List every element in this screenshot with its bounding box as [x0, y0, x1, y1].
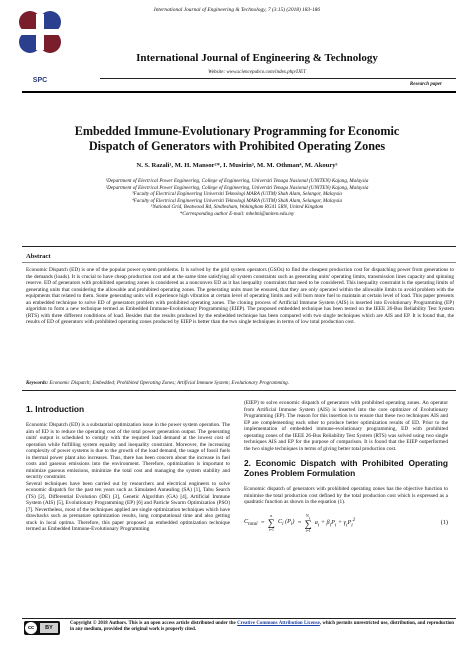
- logo-text: SPC: [32, 77, 48, 84]
- author-list: N. S. Razali¹, M. H. Mansor²*, I. Musirin³, M. M. Othman⁴, M. Akoury⁵: [136, 162, 338, 169]
- sum-symbol-2: $N_g$ ∑ i=1: [304, 513, 312, 533]
- title-line-1: Embedded Immune-Evolutionary Programming for Economic: [74, 124, 400, 138]
- section-2-heading: 2. Economic Dispatch with Prohibited Operating Zones Problem Formulation: [244, 458, 448, 478]
- affiliation-4: ⁴Faculty of Electrical Engineering Universiti Teknologi MARA (UiTM) Shah Alam, Selangor, Malaysia: [131, 197, 343, 204]
- footer-divider: [22, 618, 456, 619]
- keywords-divider: [22, 390, 456, 391]
- copyright-prefix: Copyright © 2018 Authors. This is an open access article distributed under the: [70, 621, 238, 626]
- eq-rhs: $a_i + \beta_iP_i + \gamma_iP_i^2$: [314, 517, 356, 529]
- eq-mid: $C_i$ $(P_i)$: [277, 518, 295, 528]
- equation-1-body: $C_{total}$ = n ∑ i=1 $C_i$ $(P_i)$ = $N_g$ ∑ i=1 $a_i + \beta_iP_i + \gamma_iP_i^2$: [244, 513, 356, 533]
- left-column: [26, 400, 230, 533]
- affiliation-1: ¹Department of Electrical Power Engineering, College of Engineering, Universiti Tenaga Nasional (UNITEN) Kajang, Malaysia: [105, 178, 369, 184]
- copyright-notice: [70, 621, 454, 633]
- sum-symbol-1: n ∑ i=1: [267, 514, 275, 532]
- abstract-heading-divider: [22, 262, 456, 263]
- intro-paragraph-3: (EIEP) to solve economic dispatch of generators with prohibited operating zones. An operator from Artificial Immune System (AIS) is inserted into the core optimizer of Evolutionary Programming (EP). The reason for this insertion is to ensure that these two techniques AIS and EP are complementing each other to produce better optimization results of ED. Prior to the implementation of embedded immune-evolutionary programming, ED with prohibited operating zones of the IEEE 26-Bus Reliability Test System (RTS) was solved using two single techniques AIS and EP for the purpose of comparison. It is found that the EIEP outperformed the two single techniques in terms of giving better total production cost.: [244, 400, 448, 452]
- paper-type-label: Research paper: [409, 82, 442, 87]
- eq-lhs: $C_{total}$: [244, 518, 258, 528]
- equation-1: [244, 514, 448, 534]
- intro-paragraph-2: Several techniques have been carried out by researchers and electrical engineers to solve economic dispatch for the past ten years such as Simulated Annealing (SA) [1], Tabu Search (TS) [2], Differential Evolution (DE) [3], Genetic Algorithm (GA) [4], Artificial Immune System (AIS) [5], Evolutionary Programming (EP) [6] and Particle Swarm Optimization (PSO) [7]. Nevertheless, most of the techniques applied are single optimization techniques which have drawbacks such as premature optimization results, long computational time and also getting stuck in local optima. Therefore, this paper proposed an embedded optimization technique termed as Embedded Immune-Evolutionary Programming: [26, 480, 230, 532]
- article-title: [30, 124, 444, 154]
- keywords-label: Keywords: [26, 380, 47, 386]
- header-divider: [100, 78, 456, 79]
- affiliation-2: ²Department of Electrical Power Engineering, College of Engineering, Universiti Tenaga Nasional (UNITEN) Kajang, Malaysia: [105, 184, 369, 191]
- abstract-text: Economic Dispatch (ED) is one of the popular power system problems. It is solved by the grid system operators (GSOs) to find the cheapest production cost for dispatching power from generations to the demands (loads). It is crucial to have cheap production cost and at the same time satisfying all system constraints such as generating units' operating limits, transmission lines capacity and spinning reserve. ED of generators with prohibited operating zones is considered as a nonconvex ED as it has inequality constraints that need to be considered. This inequality constraint is the operating limits of generating units that considering the allowable and prohibited operating zones. The generating units must be ensured, that they are only operated within the allowable limits to avoid problem with the equipments that related to them. Some generating units will experience high vibration at certain level of operating limits and will burn more fuel to maintain at certain level of load. This paper presents an embedded technique to solve ED of generators problem with prohibited operating zones. The cloning process of Artificial Immune System (AIS) is inserted into Evolutionary Programming (EP) algorithm to form a new technique termed as Embedded Immune-Evolutionary Programming (EIEP). The proposed embedded technique has been tested on the IEEE 26-Bus Reliability Test System (RTS) with three different conditions of load. Besides that the results produced by the embedded technique has been compared with two single techniques which are AIS and EP. It is found that, the results of ED of generators with prohibited operating zones produced by EIEP is better than the two single techniques in terms of low total production cost.: [26, 267, 454, 326]
- keywords-list: Economic Dispatch; Embedded; Prohibited Operating Zones; Artificial Immune System; Evolutionary Programming.: [49, 380, 289, 386]
- right-column: [244, 400, 448, 533]
- intro-paragraph-1: Economic Dispatch (ED) is a substantial optimization issue in the power system operation. The aim of ED is to reduce the operating cost of the total power generation output. The generating units' output is scheduled to comply with the required load demand at the lowest cost of operation while fulfilling system equality and inequality constraint. Moreover, the increasing complexity of power systems is due to the growth of the load demand, the usage of fossil fuels in thermal power plant also increases. Thus, there has been concern about the increase in fuel costs and gaseous emissions into the environment. Therefore, optimization is important to minimize gaseous emissions, minimize the total cost and managing the system stability and security constraint.: [26, 422, 230, 480]
- abstract-top-divider: [22, 246, 456, 247]
- license-link[interactable]: Creative Commons Attribution License: [237, 621, 320, 626]
- equation-number: (1): [440, 519, 448, 527]
- journal-website[interactable]: Website: www.sciencepubco.com/index.php/IJET: [208, 70, 306, 75]
- section-2-paragraph-1: Economic dispatch of generators with prohibited operating zones has the objective function to minimise the total production cost defined by the total production cost which is expressed as a quadratic function as shown in the equation (1).: [244, 486, 448, 505]
- abstract-heading: Abstract: [26, 253, 51, 260]
- title-line-2: Dispatch of Generators with Prohibited Operating Zones: [88, 139, 386, 153]
- by-icon: BY: [40, 623, 58, 633]
- cc-icon: cc: [25, 622, 37, 634]
- keywords: Keywords: Economic Dispatch; Embedded; Prohibited Operating Zones; Artificial Immune System; Evolutionary Programming.: [26, 380, 289, 386]
- copyright-suffix: , which permits unrestricted use, distribution, and reproduction in any medium, provided the original work is properly cited.: [70, 621, 455, 633]
- affiliation-list: [20, 178, 454, 218]
- section-1-heading: 1. Introduction: [26, 404, 85, 414]
- affiliation-3: ³Faculty of Electrical Engineering Universiti Teknologi MARA (UiTM) Shah Alam, Selangor, Malaysia: [132, 191, 342, 198]
- cc-by-license-badge[interactable]: [24, 621, 60, 635]
- journal-title: International Journal of Engineering & Technology: [136, 52, 378, 64]
- header-thick-divider: [22, 91, 456, 93]
- corresponding-author[interactable]: *Corresponding author E-mail: mhelmi@uniten.edu.my: [179, 210, 295, 217]
- running-head: International Journal of Engineering & Technology, 7 (3.15) (2018) 183-186: [153, 7, 321, 13]
- affiliation-5: ⁵National Grid, Beatwood Rd, Sindlesham, Wokingham RG41 5RN, United Kingdom: [150, 204, 324, 211]
